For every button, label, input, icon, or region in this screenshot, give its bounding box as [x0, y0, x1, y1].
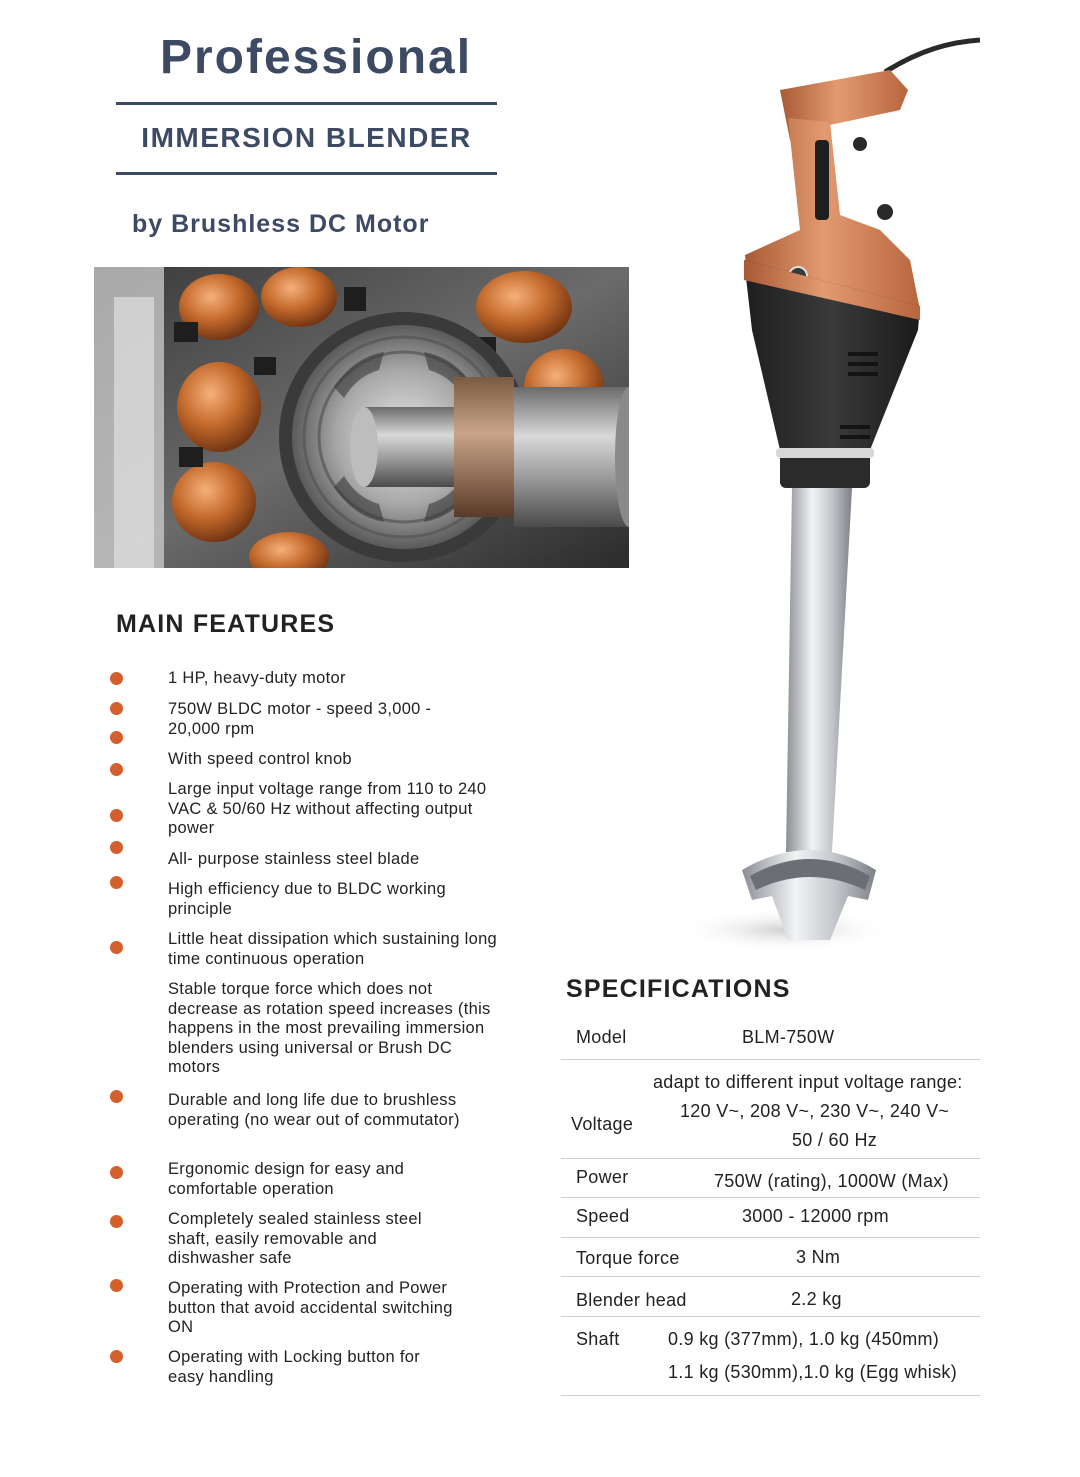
- spec-divider: [561, 1197, 980, 1198]
- feature-item: Large input voltage range from 110 to 240 VAC & 50/60 Hz without affecting output power: [168, 780, 487, 837]
- spec-value-power: 750W (rating), 1000W (Max): [714, 1171, 949, 1191]
- motor-photo: [94, 267, 629, 568]
- spec-label-torque: Torque force: [576, 1248, 680, 1268]
- spec-value-shaft-2: 1.1 kg (530mm),1.0 kg (Egg whisk): [668, 1362, 958, 1382]
- bullet-dot: [110, 941, 123, 954]
- spec-label-model: Model: [576, 1027, 627, 1047]
- feature-item: Ergonomic design for easy and comfortable operation: [168, 1160, 405, 1198]
- spec-value-blender-head: 2.2 kg: [791, 1289, 842, 1309]
- bullet-dot: [110, 841, 123, 854]
- page-title: Professional: [159, 31, 473, 84]
- title-divider-bottom: [116, 172, 497, 175]
- bullet-dot: [110, 1279, 123, 1292]
- bullet-dot: [110, 763, 123, 776]
- bullet-dot: [110, 809, 123, 822]
- spec-divider: [561, 1395, 980, 1396]
- spec-label-voltage: Voltage: [571, 1114, 634, 1134]
- spec-value-shaft-1: 0.9 kg (377mm), 1.0 kg (450mm): [668, 1329, 940, 1349]
- feature-item: 1 HP, heavy-duty motor: [168, 669, 346, 687]
- features-heading: MAIN FEATURES: [116, 610, 336, 638]
- bullet-dot: [110, 731, 123, 744]
- spec-value-voltage-3: 50 / 60 Hz: [792, 1130, 878, 1150]
- bullet-dot: [110, 1166, 123, 1179]
- bullet-dot: [110, 1090, 123, 1103]
- feature-item: Durable and long life due to brushless operating (no wear out of commutator): [168, 1091, 460, 1129]
- feature-item: Operating with Protection and Power button that avoid accidental switching ON: [168, 1279, 453, 1336]
- spec-divider: [561, 1059, 980, 1060]
- spec-label-speed: Speed: [576, 1206, 630, 1226]
- feature-item: Little heat dissipation which sustaining long time continuous operation: [168, 930, 498, 968]
- spec-divider: [561, 1316, 980, 1317]
- feature-item: 750W BLDC motor - speed 3,000 - 20,000 rpm: [168, 700, 432, 738]
- spec-value-voltage-1: adapt to different input voltage range:: [653, 1072, 963, 1092]
- feature-item: Completely sealed stainless steel shaft, easily removable and dishwasher safe: [168, 1210, 422, 1267]
- feature-item: All- purpose stainless steel blade: [168, 850, 420, 868]
- specs-heading: SPECIFICATIONS: [566, 975, 791, 1003]
- bullet-dot: [110, 702, 123, 715]
- spec-value-voltage-2: 120 V~, 208 V~, 230 V~, 240 V~: [680, 1101, 950, 1121]
- spec-divider: [561, 1237, 980, 1238]
- bullet-dot: [110, 1350, 123, 1363]
- feature-item: High efficiency due to BLDC working principle: [168, 880, 446, 918]
- bullet-dot: [110, 876, 123, 889]
- title-divider-top: [116, 102, 497, 105]
- spec-label-shaft: Shaft: [576, 1329, 620, 1349]
- bullet-dot: [110, 1215, 123, 1228]
- bullet-dot: [110, 672, 123, 685]
- immersion-blender-photo: [680, 30, 1000, 960]
- spec-value-model: BLM-750W: [742, 1027, 835, 1047]
- spec-divider: [561, 1276, 980, 1277]
- spec-label-blender-head: Blender head: [576, 1290, 687, 1310]
- feature-item: Operating with Locking button for easy handling: [168, 1348, 421, 1386]
- feature-item: Stable torque force which does not decrease as rotation speed increases (this happens in the most prevailing immersion blenders using universal or Brush DC motors: [168, 980, 491, 1076]
- spec-value-torque: 3 Nm: [796, 1247, 841, 1267]
- page-subtitle: IMMERSION BLENDER: [141, 122, 472, 153]
- spec-value-speed: 3000 - 12000 rpm: [742, 1206, 889, 1226]
- byline: by Brushless DC Motor: [132, 210, 430, 238]
- spec-label-power: Power: [576, 1167, 629, 1187]
- feature-item: With speed control knob: [168, 750, 352, 768]
- spec-divider: [561, 1158, 980, 1159]
